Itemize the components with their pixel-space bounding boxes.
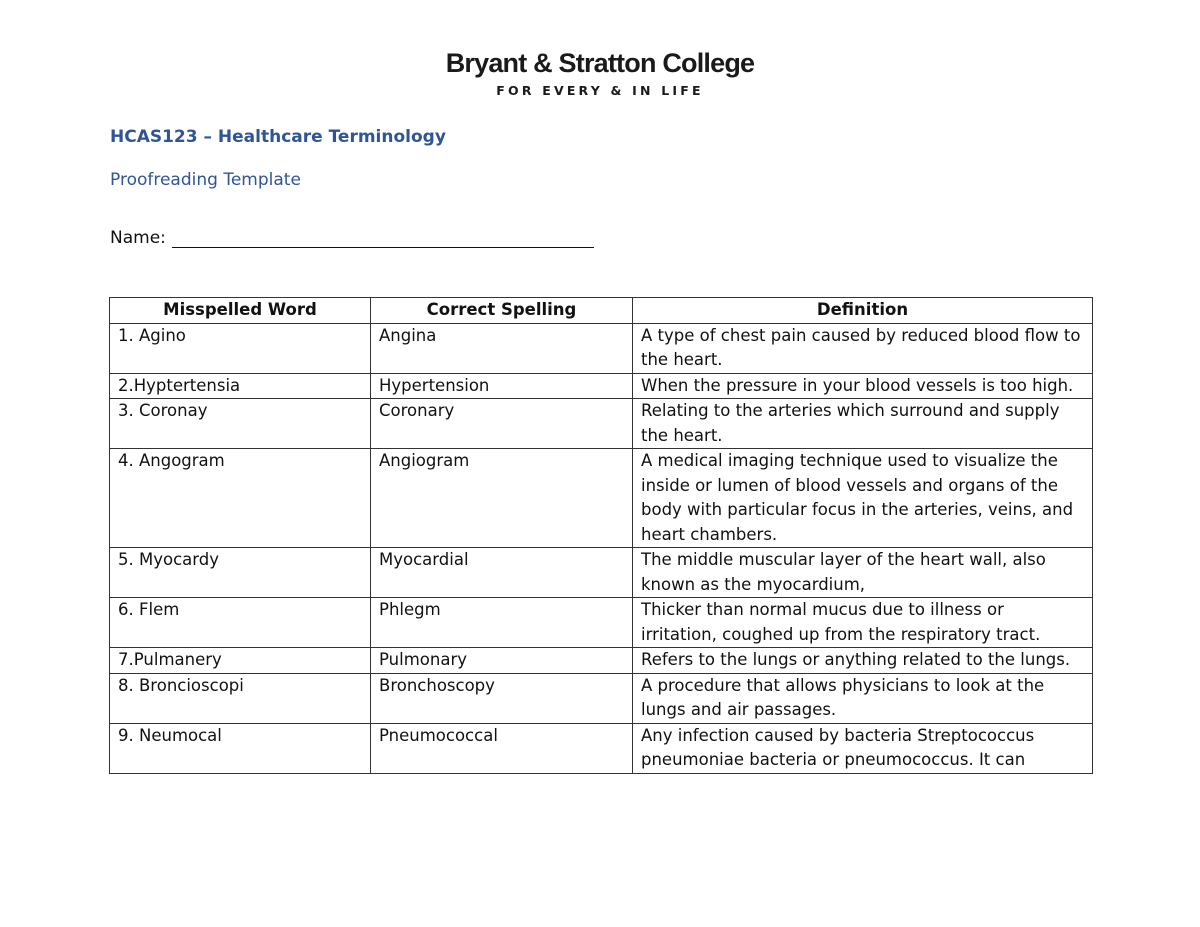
definition-cell: Any infection caused by bacteria Streptococcus pneumoniae bacteria or pneumococcus. It can	[633, 723, 1093, 773]
misspelled-word-cell: 4. Angogram	[110, 449, 371, 548]
table-row	[110, 449, 1093, 548]
table-row	[110, 399, 1093, 449]
definition-cell: A medical imaging technique used to visualize the inside or lumen of blood vessels and organs of the body with particular focus in the arteries, veins, and heart chambers.	[633, 449, 1093, 548]
definition-cell: The middle muscular layer of the heart wall, also known as the myocardium,	[633, 548, 1093, 598]
column-header-correct: Correct Spelling	[371, 298, 633, 324]
table-row	[110, 673, 1093, 723]
misspelled-word-cell: 6. Flem	[110, 598, 371, 648]
college-logo	[0, 46, 1200, 99]
definition-cell: Thicker than normal mucus due to illness or irritation, coughed up from the respiratory tract.	[633, 598, 1093, 648]
definition-cell: A type of chest pain caused by reduced blood flow to the heart.	[633, 323, 1093, 373]
misspelled-word-cell: 2.Hyptertensia	[110, 373, 371, 399]
name-label: Name:	[110, 228, 166, 248]
proofreading-table	[109, 297, 1093, 774]
correct-spelling-cell: Angina	[371, 323, 633, 373]
correct-spelling-cell: Myocardial	[371, 548, 633, 598]
course-title: HCAS123 – Healthcare Terminology	[110, 127, 446, 147]
misspelled-word-cell: 7.Pulmanery	[110, 648, 371, 674]
correct-spelling-cell: Coronary	[371, 399, 633, 449]
correct-spelling-cell: Phlegm	[371, 598, 633, 648]
correct-spelling-cell: Pneumococcal	[371, 723, 633, 773]
column-header-misspelled: Misspelled Word	[110, 298, 371, 324]
table-row	[110, 648, 1093, 674]
name-blank-line	[172, 229, 594, 248]
table-row	[110, 723, 1093, 773]
correct-spelling-cell: Pulmonary	[371, 648, 633, 674]
misspelled-word-cell: 3. Coronay	[110, 399, 371, 449]
definition-cell: Refers to the lungs or anything related to the lungs.	[633, 648, 1093, 674]
definition-cell: Relating to the arteries which surround and supply the heart.	[633, 399, 1093, 449]
column-header-definition: Definition	[633, 298, 1093, 324]
misspelled-word-cell: 9. Neumocal	[110, 723, 371, 773]
table-row	[110, 548, 1093, 598]
college-name: Bryant & Stratton College	[445, 48, 755, 78]
table-header-row	[110, 298, 1093, 324]
name-field	[110, 228, 594, 248]
misspelled-word-cell: 1. Agino	[110, 323, 371, 373]
table-row	[110, 598, 1093, 648]
definition-cell: A procedure that allows physicians to look at the lungs and air passages.	[633, 673, 1093, 723]
correct-spelling-cell: Angiogram	[371, 449, 633, 548]
table-row	[110, 323, 1093, 373]
misspelled-word-cell: 8. Broncioscopi	[110, 673, 371, 723]
table-row	[110, 373, 1093, 399]
correct-spelling-cell: Bronchoscopy	[371, 673, 633, 723]
college-tagline: FOR EVERY & IN LIFE	[496, 83, 704, 98]
definition-cell: When the pressure in your blood vessels is too high.	[633, 373, 1093, 399]
template-title: Proofreading Template	[110, 170, 301, 190]
misspelled-word-cell: 5. Myocardy	[110, 548, 371, 598]
correct-spelling-cell: Hypertension	[371, 373, 633, 399]
